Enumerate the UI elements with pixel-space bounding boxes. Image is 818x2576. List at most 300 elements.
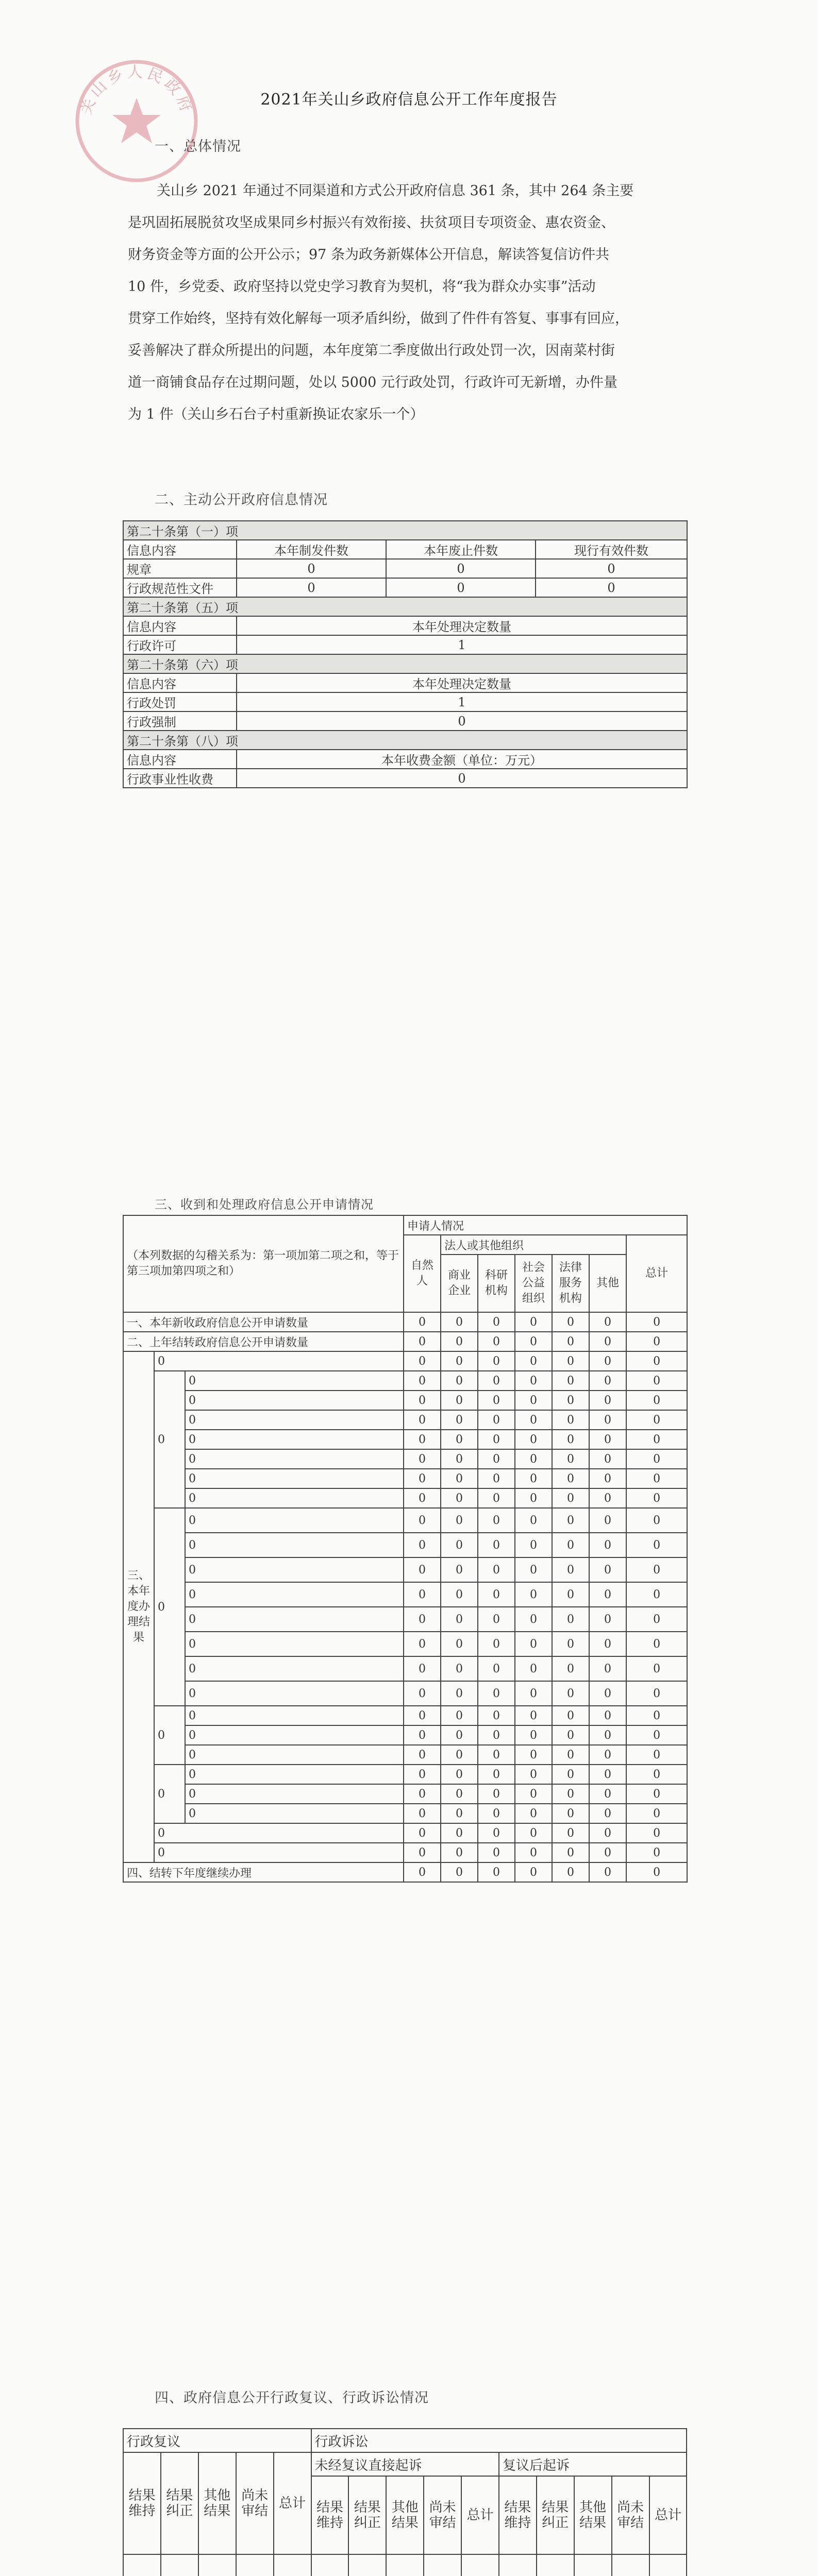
- sub-label: 0: [185, 1784, 404, 1804]
- cell-value: 0: [441, 1312, 478, 1332]
- section1-line: 为 1 件（关山乡石台子村重新换证农家乐一个）: [128, 406, 424, 422]
- cell-value: 0: [515, 1725, 552, 1745]
- cell-value: 0: [515, 1632, 552, 1656]
- cell-value: 0: [404, 1508, 441, 1533]
- cell-value: 0: [441, 1332, 478, 1351]
- cell-value: 0: [589, 1332, 626, 1351]
- cell-value: 0: [589, 1632, 626, 1656]
- cell-value: 0: [552, 1823, 589, 1843]
- cell-value: 0: [478, 1706, 515, 1725]
- cell-value: [236, 2554, 274, 2576]
- group-label: 0: [154, 1508, 185, 1706]
- proactive-disclosure-table: [123, 520, 688, 788]
- review-col: 结果维持: [123, 2452, 161, 2554]
- after-review-header: 复议后起诉: [499, 2452, 687, 2476]
- cell-value: [348, 2554, 386, 2576]
- cell-value: 0: [626, 1681, 687, 1706]
- cell-value: 0: [626, 1449, 687, 1469]
- cell-value: 0: [626, 1469, 687, 1488]
- cell-value: 0: [589, 1371, 626, 1391]
- review-header: 行政复议: [123, 2429, 311, 2452]
- cell-value: 0: [589, 1430, 626, 1449]
- cell-value: 0: [441, 1784, 478, 1804]
- cell-value: 0: [404, 1765, 441, 1784]
- cell-value: 0: [515, 1469, 552, 1488]
- page-title: 2021年关山乡政府信息公开工作年度报告: [260, 91, 558, 109]
- cell-value: 0: [478, 1862, 515, 1882]
- section1-heading: 一、总体情况: [155, 139, 241, 155]
- cell-value: 0: [552, 1632, 589, 1656]
- table-row: [123, 711, 687, 731]
- cell-value: 0: [515, 1706, 552, 1725]
- row-label: 一、本年新收政府信息公开申请数量: [123, 1312, 404, 1332]
- cell-value: 0: [515, 1449, 552, 1469]
- section4-heading: 四、政府信息公开行政复议、行政诉讼情况: [155, 2390, 429, 2406]
- cell-value: 0: [441, 1391, 478, 1410]
- cell-value: 0: [478, 1804, 515, 1823]
- cell-value: 0: [552, 1391, 589, 1410]
- art20-6-label: 第二十条第（六）项: [123, 654, 687, 673]
- cell-value: 0: [478, 1410, 515, 1430]
- sub-label: 0: [185, 1725, 404, 1745]
- sub-label: 0: [185, 1632, 404, 1656]
- cell-value: 0: [589, 1607, 626, 1632]
- row-label: 0: [154, 1843, 404, 1862]
- cell-value: 0: [626, 1312, 687, 1332]
- application-table: [123, 1215, 688, 1883]
- cell-value: 0: [552, 1862, 589, 1882]
- sub-label: 0: [185, 1430, 404, 1449]
- col-research: 科研机构: [478, 1255, 515, 1312]
- litigation-col: 结果纠正: [537, 2476, 574, 2554]
- cell-value: [499, 2554, 537, 2576]
- cell-value: [424, 2554, 461, 2576]
- table-header: 信息内容: [123, 616, 237, 635]
- table-header: 信息内容: [123, 540, 237, 559]
- sub-label: 0: [185, 1488, 404, 1508]
- row-label: 行政处罚: [123, 692, 237, 711]
- table-header: 信息内容: [123, 750, 237, 769]
- col-commercial: 商业企业: [441, 1255, 478, 1312]
- cell-value: 0: [441, 1533, 478, 1557]
- cell-value: 0: [626, 1656, 687, 1681]
- col-legal: 法律服务机构: [552, 1255, 589, 1312]
- cell-value: 0: [478, 1391, 515, 1410]
- cell-value: 0: [589, 1843, 626, 1862]
- section1-body: [128, 175, 705, 431]
- cell-value: 0: [626, 1765, 687, 1784]
- cell-value: 0: [386, 559, 536, 578]
- cell-value: 0: [552, 1449, 589, 1469]
- cell-value: 0: [478, 1632, 515, 1656]
- col-natural: 自然人: [404, 1235, 441, 1312]
- cell-value: [612, 2554, 649, 2576]
- cell-value: 0: [441, 1582, 478, 1607]
- litigation-col: 其他结果: [574, 2476, 612, 2554]
- cell-value: 0: [441, 1823, 478, 1843]
- section1-line: 财务资金等方面的公开公示；97 条为政务新媒体公开信息，解读答复信访件共: [128, 247, 609, 263]
- group-label: 0: [154, 1706, 185, 1765]
- cell-value: 0: [626, 1706, 687, 1725]
- cell-value: 0: [478, 1823, 515, 1843]
- not-reviewed-header: 未经复议直接起诉: [311, 2452, 499, 2476]
- cell-value: 0: [441, 1351, 478, 1371]
- cell-value: 0: [478, 1371, 515, 1391]
- seal-text: 关山乡人民政府: [77, 63, 196, 117]
- section2-heading: 二、主动公开政府信息情况: [155, 492, 328, 508]
- cell-value: 0: [441, 1862, 478, 1882]
- cell-value: 0: [404, 1410, 441, 1430]
- cell-value: 0: [552, 1706, 589, 1725]
- cell-value: 0: [404, 1745, 441, 1765]
- litigation-col: 结果维持: [311, 2476, 349, 2554]
- table-header: 本年处理决定数量: [237, 616, 687, 635]
- cell-value: 0: [404, 1391, 441, 1410]
- row-label: 0: [154, 1823, 404, 1843]
- cell-value: 0: [515, 1488, 552, 1508]
- cell-value: 0: [515, 1607, 552, 1632]
- cell-value: 0: [515, 1533, 552, 1557]
- group-label: 0: [154, 1765, 185, 1823]
- sub-label: 0: [185, 1804, 404, 1823]
- cell-value: 0: [404, 1656, 441, 1681]
- cell-value: 0: [589, 1449, 626, 1469]
- art20-1-label: 第二十条第（一）项: [123, 521, 687, 540]
- sub-label: 0: [185, 1557, 404, 1582]
- cell-value: 0: [515, 1410, 552, 1430]
- row-label: 行政规范性文件: [123, 578, 237, 597]
- cell-value: 0: [552, 1681, 589, 1706]
- official-seal: [72, 57, 201, 185]
- cell-value: [123, 2554, 161, 2576]
- cell-value: 0: [404, 1681, 441, 1706]
- cell-value: 0: [441, 1508, 478, 1533]
- cell-value: [311, 2554, 349, 2576]
- cell-value: 0: [404, 1784, 441, 1804]
- col-other: 其他: [589, 1255, 626, 1312]
- row-label: 四、结转下年度继续办理: [123, 1862, 404, 1882]
- cell-value: 0: [626, 1823, 687, 1843]
- cell-value: 0: [515, 1681, 552, 1706]
- cell-value: 0: [552, 1804, 589, 1823]
- row-label: 0: [154, 1351, 404, 1371]
- cell-value: 0: [515, 1784, 552, 1804]
- table-header: 本年收费金额（单位：万元）: [237, 750, 687, 769]
- cell-value: 0: [478, 1508, 515, 1533]
- cell-value: 0: [478, 1557, 515, 1582]
- cell-value: 0: [589, 1656, 626, 1681]
- cell-value: 0: [515, 1557, 552, 1582]
- review-litigation-table: [123, 2428, 687, 2576]
- table-header: 现行有效件数: [536, 540, 687, 559]
- sub-label: 0: [185, 1681, 404, 1706]
- cell-value: 0: [589, 1745, 626, 1765]
- sub-label: 0: [185, 1508, 404, 1533]
- cell-value: 0: [441, 1843, 478, 1862]
- cell-value: 0: [441, 1488, 478, 1508]
- cell-value: 0: [404, 1312, 441, 1332]
- cell-value: 0: [404, 1533, 441, 1557]
- cell-value: 0: [589, 1862, 626, 1882]
- cell-value: 0: [589, 1410, 626, 1430]
- litigation-col: 尚未审结: [612, 2476, 649, 2554]
- row-label: 规章: [123, 559, 237, 578]
- cell-value: 0: [589, 1784, 626, 1804]
- cell-value: 0: [515, 1862, 552, 1882]
- cell-value: 0: [478, 1488, 515, 1508]
- cell-value: 0: [441, 1681, 478, 1706]
- cell-value: 0: [626, 1488, 687, 1508]
- cell-value: 0: [515, 1745, 552, 1765]
- cell-value: 0: [478, 1582, 515, 1607]
- row-label: 行政事业性收费: [123, 769, 237, 788]
- sub-label: 0: [185, 1469, 404, 1488]
- cell-value: 0: [404, 1449, 441, 1469]
- litigation-col: 尚未审结: [424, 2476, 461, 2554]
- cell-value: 0: [589, 1533, 626, 1557]
- review-col: 其他结果: [198, 2452, 236, 2554]
- sub-label: 0: [185, 1391, 404, 1410]
- cell-value: 0: [552, 1843, 589, 1862]
- cell-value: 0: [404, 1582, 441, 1607]
- cell-value: [461, 2554, 499, 2576]
- cell-value: 0: [515, 1823, 552, 1843]
- cell-value: 0: [404, 1488, 441, 1508]
- cell-value: 0: [589, 1823, 626, 1843]
- cell-value: 0: [404, 1351, 441, 1371]
- cell-value: 0: [404, 1557, 441, 1582]
- cell-value: 0: [515, 1508, 552, 1533]
- cell-value: 0: [441, 1725, 478, 1745]
- art20-5-label: 第二十条第（五）项: [123, 597, 687, 616]
- cell-value: 0: [626, 1843, 687, 1862]
- cell-value: 0: [478, 1312, 515, 1332]
- row-label: 二、上年结转政府信息公开申请数量: [123, 1332, 404, 1351]
- cell-value: [386, 2554, 424, 2576]
- cell-value: 0: [552, 1312, 589, 1332]
- cell-value: 0: [515, 1371, 552, 1391]
- cell-value: 0: [589, 1725, 626, 1745]
- cell-value: 0: [515, 1765, 552, 1784]
- section1-line: 贯穿工作始终，坚持有效化解每一项矛盾纠纷，做到了件件有答复、事事有回应，: [128, 311, 629, 327]
- review-col: 结果纠正: [161, 2452, 198, 2554]
- cell-value: 0: [515, 1843, 552, 1862]
- cell-value: 0: [441, 1765, 478, 1784]
- sub-label: 0: [185, 1533, 404, 1557]
- cell-value: 0: [552, 1469, 589, 1488]
- art20-8-label: 第二十条第（八）项: [123, 731, 687, 750]
- sub-label: 0: [185, 1371, 404, 1391]
- cell-value: 0: [441, 1410, 478, 1430]
- applicant-header: 申请人情况: [404, 1215, 687, 1235]
- section3-heading: 三、收到和处理政府信息公开申请情况: [155, 1197, 374, 1212]
- cell-value: 0: [589, 1706, 626, 1725]
- cell-value: 0: [626, 1391, 687, 1410]
- sub-label: 0: [185, 1765, 404, 1784]
- litigation-col: 总计: [461, 2476, 499, 2554]
- cell-value: 0: [478, 1784, 515, 1804]
- cell-value: 0: [441, 1632, 478, 1656]
- cell-value: 0: [589, 1488, 626, 1508]
- row-label: 行政强制: [123, 711, 237, 731]
- cell-value: 0: [404, 1430, 441, 1449]
- section1-line: 道一商铺食品存在过期问题，处以 5000 元行政处罚，行政许可无新增，办件量: [128, 375, 617, 391]
- cell-value: 0: [515, 1391, 552, 1410]
- cell-value: 0: [589, 1582, 626, 1607]
- cell-value: [161, 2554, 198, 2576]
- cell-value: 0: [626, 1745, 687, 1765]
- sub-label: 0: [185, 1656, 404, 1681]
- cell-value: 0: [626, 1430, 687, 1449]
- section1-line: 妥善解决了群众所提出的问题，本年度第二季度做出行政处罚一次，因南菜村街: [128, 343, 615, 359]
- table-row: [123, 769, 687, 788]
- cell-value: 0: [478, 1843, 515, 1862]
- cell-value: 0: [589, 1469, 626, 1488]
- table-row: [123, 635, 687, 654]
- table-header: 信息内容: [123, 673, 237, 692]
- cell-value: 0: [478, 1351, 515, 1371]
- sub-label: 0: [185, 1706, 404, 1725]
- row-label: 行政许可: [123, 635, 237, 654]
- cell-value: 0: [441, 1430, 478, 1449]
- cell-value: 0: [404, 1823, 441, 1843]
- cell-value: 0: [552, 1557, 589, 1582]
- col-total: 总计: [626, 1235, 687, 1312]
- cell-value: 0: [441, 1804, 478, 1823]
- cell-value: 0: [478, 1533, 515, 1557]
- cell-value: 0: [515, 1656, 552, 1681]
- group-label: 0: [154, 1371, 185, 1508]
- review-col: 尚未审结: [236, 2452, 274, 2554]
- cell-value: 0: [552, 1332, 589, 1351]
- cell-value: 0: [404, 1332, 441, 1351]
- cell-value: 0: [552, 1533, 589, 1557]
- cell-value: 0: [626, 1508, 687, 1533]
- litigation-col: 总计: [649, 2476, 687, 2554]
- cell-value: 1: [237, 692, 687, 711]
- cell-value: 0: [404, 1862, 441, 1882]
- table-header: 本年制发件数: [237, 540, 386, 559]
- cell-value: 0: [478, 1681, 515, 1706]
- cell-value: 0: [441, 1706, 478, 1725]
- cell-value: 0: [515, 1312, 552, 1332]
- col-social: 社会公益组织: [515, 1255, 552, 1312]
- cell-value: 0: [478, 1656, 515, 1681]
- cell-value: 0: [404, 1632, 441, 1656]
- cell-value: 0: [552, 1745, 589, 1765]
- cell-value: 0: [552, 1784, 589, 1804]
- note-cell: （本列数据的勾稽关系为：第一项加第二项之和，等于第三项加第四项之和）: [123, 1215, 404, 1312]
- sub-label: 0: [185, 1607, 404, 1632]
- cell-value: 0: [552, 1607, 589, 1632]
- cell-value: 0: [404, 1725, 441, 1745]
- cell-value: [274, 2554, 311, 2576]
- cell-value: 0: [626, 1804, 687, 1823]
- section1-line: 关山乡 2021 年通过不同渠道和方式公开政府信息 361 条，其中 264 条主要: [157, 183, 634, 199]
- cell-value: 0: [441, 1557, 478, 1582]
- sub-label: 0: [185, 1410, 404, 1430]
- cell-value: 0: [237, 769, 687, 788]
- cell-value: 0: [478, 1607, 515, 1632]
- litigation-col: 结果维持: [499, 2476, 537, 2554]
- section1-line: 是巩固拓展脱贫攻坚成果同乡村振兴有效衔接、扶贫项目专项资金、惠农资金、: [128, 215, 615, 231]
- cell-value: 0: [589, 1312, 626, 1332]
- cell-value: 0: [552, 1488, 589, 1508]
- cell-value: 0: [626, 1862, 687, 1882]
- cell-value: 0: [536, 578, 687, 597]
- cell-value: 0: [441, 1745, 478, 1765]
- cell-value: 0: [552, 1582, 589, 1607]
- cell-value: 0: [626, 1784, 687, 1804]
- cell-value: 0: [626, 1533, 687, 1557]
- cell-value: 0: [441, 1469, 478, 1488]
- review-col: 总计: [274, 2452, 311, 2554]
- cell-value: 0: [626, 1351, 687, 1371]
- cell-value: 0: [589, 1765, 626, 1784]
- cell-value: 0: [478, 1332, 515, 1351]
- cell-value: 0: [404, 1843, 441, 1862]
- cell-value: 0: [441, 1656, 478, 1681]
- cell-value: 0: [515, 1582, 552, 1607]
- cell-value: 0: [404, 1804, 441, 1823]
- cell-value: 0: [552, 1765, 589, 1784]
- cell-value: 0: [626, 1632, 687, 1656]
- legal-header: 法人或其他组织: [441, 1235, 626, 1255]
- cell-value: 0: [478, 1430, 515, 1449]
- cell-value: 0: [552, 1725, 589, 1745]
- cell-value: [649, 2554, 687, 2576]
- litigation-col: 结果纠正: [348, 2476, 386, 2554]
- cell-value: 0: [478, 1449, 515, 1469]
- cell-value: 0: [626, 1607, 687, 1632]
- cell-value: 0: [237, 559, 386, 578]
- table-header: 本年废止件数: [386, 540, 536, 559]
- cell-value: 0: [404, 1469, 441, 1488]
- cell-value: 0: [626, 1725, 687, 1745]
- cell-value: 0: [404, 1607, 441, 1632]
- cell-value: 0: [404, 1706, 441, 1725]
- cell-value: 0: [237, 711, 687, 731]
- cell-value: 0: [515, 1332, 552, 1351]
- sub-label: 0: [185, 1449, 404, 1469]
- cell-value: 1: [237, 635, 687, 654]
- cell-value: 0: [589, 1557, 626, 1582]
- cell-value: 0: [626, 1582, 687, 1607]
- cell-value: 0: [441, 1449, 478, 1469]
- table-row: [123, 559, 687, 578]
- cell-value: 0: [589, 1391, 626, 1410]
- sub-label: 0: [185, 1582, 404, 1607]
- cell-value: 0: [552, 1351, 589, 1371]
- cell-value: 0: [589, 1351, 626, 1371]
- cell-value: 0: [626, 1371, 687, 1391]
- cell-value: 0: [552, 1656, 589, 1681]
- cell-value: 0: [552, 1508, 589, 1533]
- cell-value: [198, 2554, 236, 2576]
- cell-value: 0: [515, 1351, 552, 1371]
- cell-value: 0: [237, 578, 386, 597]
- cell-value: 0: [552, 1371, 589, 1391]
- cell-value: 0: [441, 1607, 478, 1632]
- table-row: [123, 578, 687, 597]
- cell-value: 0: [536, 559, 687, 578]
- cell-value: [537, 2554, 574, 2576]
- litigation-header: 行政诉讼: [311, 2429, 687, 2452]
- cell-value: 0: [515, 1430, 552, 1449]
- cell-value: 0: [552, 1430, 589, 1449]
- cell-value: [574, 2554, 612, 2576]
- cell-value: 0: [478, 1469, 515, 1488]
